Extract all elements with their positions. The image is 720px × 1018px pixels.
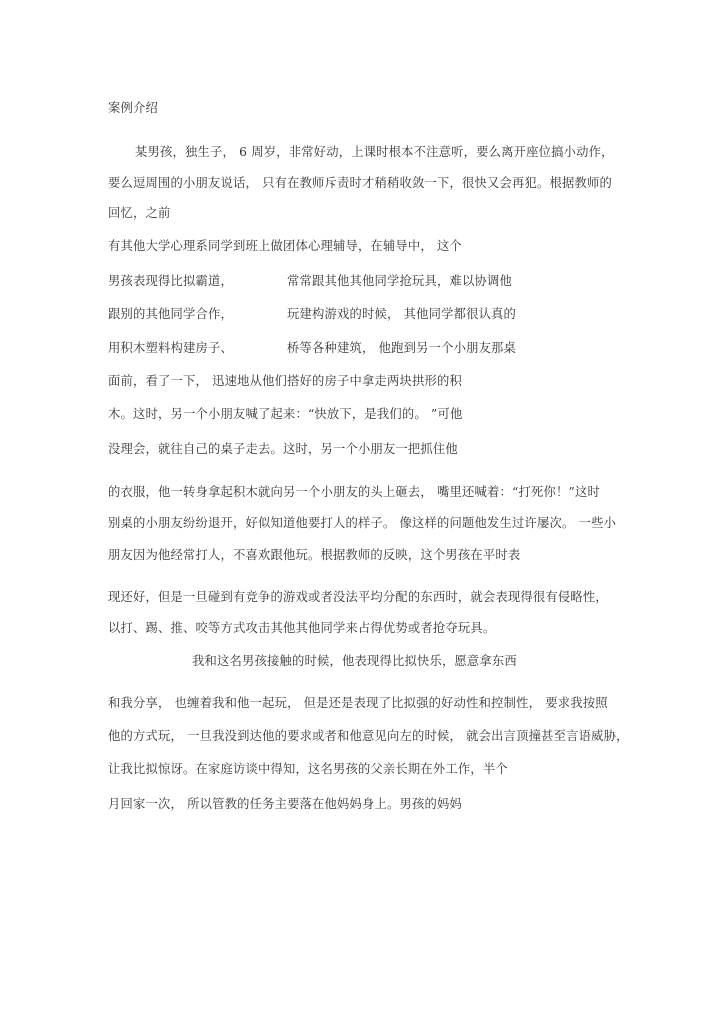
paragraph-line: 和我分享， 也缠着我和他一起玩， 但是还是表现了比拟强的好动性和控制性， 要求我按照: [108, 696, 608, 710]
paragraph-line: 月回家一次， 所以管教的任务主要落在他妈妈身上。男孩的妈妈: [108, 797, 463, 811]
paragraph-line-continued: 桥等各种建筑， 他跑到另一个小朋友那桌: [287, 341, 517, 355]
paragraph-line: 朋友因为他经常打人，不喜欢跟他玩。根据教师的反映，这个男孩在平时表: [108, 548, 521, 562]
paragraph-line: 面前，看了一下， 迅速地从他们搭好的房子中拿走两块拱形的积: [108, 374, 463, 388]
section-title: 案例介绍: [108, 101, 158, 115]
paragraph-line: 没理会，就往自己的桌子走去。这时，另一个小朋友一把抓住他: [108, 442, 458, 456]
paragraph-line: 现还好，但是一旦碰到有竞争的游戏或者没法平均分配的东西时，就会表现得很有侵略性，: [108, 590, 608, 604]
paragraph-line: 别桌的小朋友纷纷退开，好似知道他要打人的样子。 像这样的问题他发生过许屡次。 一些小: [108, 516, 617, 530]
paragraph-line: 的衣服，他一转身拿起积木就向另一个小朋友的头上砸去， 嘴里还喊着：“打死你！”这时: [108, 485, 600, 499]
paragraph-line: 让我比拟惊讶。在家庭访谈中得知，这名男孩的父亲长期在外工作，半个: [108, 762, 508, 776]
paragraph-line: 某男孩，独生子， 6 周岁，非常好动，上课时根本不注意听，要么离开座位搞小动作，: [135, 145, 614, 159]
paragraph-line: 以打、踢、推、咬等方式攻击其他其他同学来占得优势或者抢夺玩具。: [108, 621, 496, 635]
paragraph-line: 有其他大学心理系同学到班上做团体心理辅导，在辅导中， 这个: [108, 239, 463, 253]
paragraph-line-continued: 玩建构游戏的时候， 其他同学都很认真的: [287, 307, 517, 321]
paragraph-line: 用积木塑料构建房子、: [108, 341, 233, 355]
paragraph-line: 回忆，之前: [108, 206, 171, 220]
paragraph-line: 要么逗周围的小朋友说话， 只有在教师斥责时才稍稍收敛一下，很快又会再犯。根据教师的: [108, 176, 612, 190]
paragraph-line: 男孩表现得比拟霸道，: [108, 274, 233, 288]
paragraph-line: 跟别的其他同学合作，: [108, 307, 233, 321]
paragraph-line: 他的方式玩， 一旦我没到达他的要求或者和他意见向左的时候， 就会出言顶撞甚至言语威胁，: [108, 729, 629, 743]
paragraph-line: 我和这名男孩接触的时候，他表现得比拟快乐，愿意拿东西: [192, 654, 517, 668]
paragraph-line: 木。这时，另一个小朋友喊了起来：“快放下，是我们的。 ”可他: [108, 407, 463, 421]
paragraph-line-continued: 常常跟其他其他同学抢玩具，难以协调他: [287, 274, 512, 288]
